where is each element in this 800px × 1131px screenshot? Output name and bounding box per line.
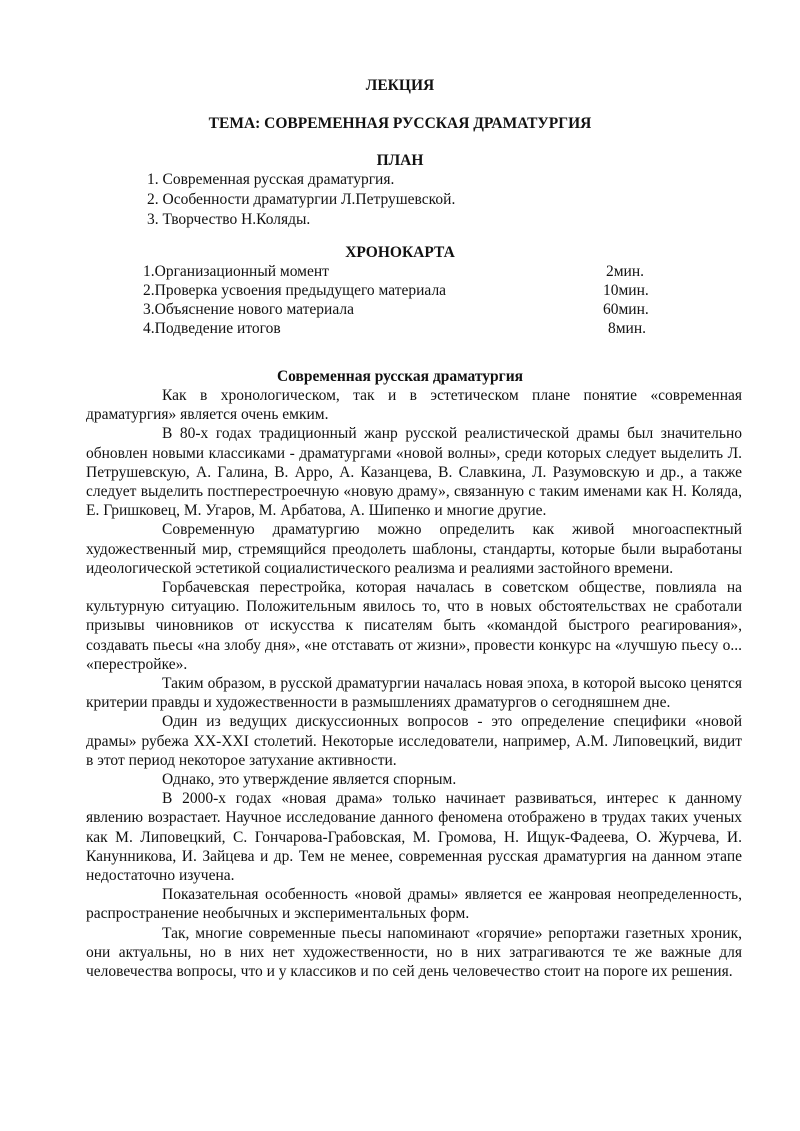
section-heading: Современная русская драматургия [276,368,524,385]
chronocard-duration: 60мин. [603,301,649,318]
paragraph: Современную драматургию можно определить как живой многоаспектный художественный мир, стремящийся преодолеть шаблоны, стандарты, которые были выработаны идеологической эстетикой социалистического реализма и реалиями застойного времени. [86,521,742,577]
chronocard-table [143,262,663,338]
chronocard-stage: 4.Подведение итогов [143,320,281,337]
chronocard-stage: 3.Объяснение нового материала [143,301,354,318]
chronocard-duration: 2мин. [606,263,645,280]
plan-item: 1. Современная русская драматургия. [147,171,395,188]
paragraph: В 2000-х годах «новая драма» только начинает развиваться, интерес к данному явлению возрастает. Научное исследование данного феномена отображено в трудах таких ученых как М. Липовецкий, С. Гончарова-Грабовская, М. Громова, Н. Ищук-Фадеева, О. Журчева, И. Канунникова, И. Зайцева и др. Тем не менее, современная русская драматургия на данном этапе недостаточно изучена. [86,790,742,885]
topic-heading: ТЕМА: СОВРЕМЕННАЯ РУССКАЯ ДРАМАТУРГИЯ [208,115,592,132]
paragraph: Горбачевская перестройка, которая началась в советском обществе, повлияла на культурную ситуацию. Положительным явилось то, что в новых обстоятельствах не сработали призывы чиновников от искусства к писателям быть «командой быстрого реагирования», создавать пьесы «на злобу дня», «не отставать от жизни», провести конкурс на «лучшую пьесу о... «перестройке». [86,579,742,673]
chronocard-row [143,319,663,338]
paragraph: Показательная особенность «новой драмы» является ее жанровая неопределенность, распространение необычных и экспериментальных форм. [86,886,742,923]
paragraph: Как в хронологическом, так и в эстетическом плане понятие «современная драматургия» является очень емким. [86,387,742,424]
paragraph: Однако, это утверждение является спорным. [162,771,457,789]
paragraph: Таким образом, в русской драматургии началась новая эпоха, в которой высоко ценятся критерии правды и художественности в размышлениях драматургов о сегодняшнем дне. [86,675,742,712]
paragraph: В 80-х годах традиционный жанр русской реалистической драмы был значительно обновлен новыми классиками - драматургами «новой волны», среди которых следует выделить Л. Петрушевскую, А. Галина, В. Арро, А. Казанцева, В. Славкина, Л. Разумовскую и др., а также следует выделить постперестроечную «новую драму», связанную с таким именами как Н. Коляда, Е. Гришковец, М. Угаров, М. Арбатова, А. Шипенко и многие другие. [86,425,742,520]
chronocard-row [143,281,663,300]
lecture-body [86,386,742,981]
chronocard-row [143,300,663,319]
plan-item: 3. Творчество Н.Коляды. [147,211,311,228]
chronocard-duration: 10мин. [603,282,649,299]
chronocard-row [143,262,663,281]
chronocard-stage: 2.Проверка усвоения предыдущего материала [143,282,447,299]
lecture-heading: ЛЕКЦИЯ [365,77,435,94]
chronocard-stage: 1.Организационный момент [143,263,329,280]
plan-heading: ПЛАН [376,152,424,169]
paragraph: Так, многие современные пьесы напоминают «горячие» репортажи газетных хроник, они актуальны, но в них нет художественности, но в них затрагиваются те же важные для человечества вопросы, что и у классиков и по сей день человечество стоит на пороге их решения. [86,924,742,981]
plan-item: 2. Особенности драматургии Л.Петрушевской. [147,191,456,208]
chronocard-heading: ХРОНОКАРТА [345,244,455,261]
chronocard-duration: 8мин. [608,320,647,337]
paragraph: Один из ведущих дискуссионных вопросов - это определение специфики «новой драмы» рубежа XX-XXI столетий. Некоторые исследователи, например, А.М. Липовецкий, видит в этот период некоторое затухание активности. [86,713,742,769]
plan-list [147,170,455,230]
